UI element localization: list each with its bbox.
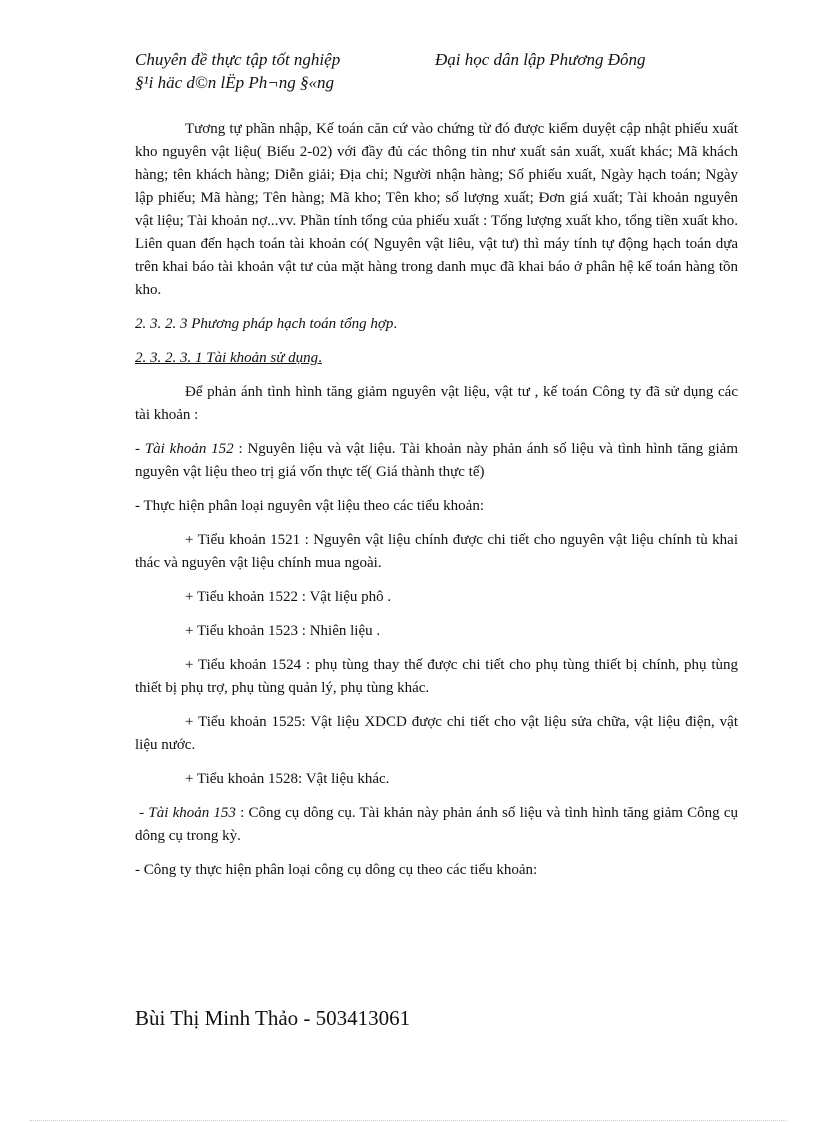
page-bottom-divider — [30, 1120, 786, 1121]
page-header — [135, 48, 695, 94]
document-body — [135, 118, 738, 893]
section-heading-text: 2. 3. 2. 3 Phương pháp hạch toán tổng hợp — [135, 316, 394, 332]
paragraph-account-153-text: : Công cụ dông cụ. Tài khản này phản ánh số liệu và tình hình tăng giảm Công cụ dông cụ trong kỳ. — [135, 805, 739, 844]
page-footer-author: Bùi Thị Minh Thảo - 503413061 — [135, 1006, 411, 1030]
account-153-label: Tài khoản 153 — [148, 805, 236, 821]
paragraph-classification: - Thực hiện phân loại nguyên vật liệu theo các tiểu khoản: — [135, 498, 484, 514]
paragraph-account-152-text: : Nguyên liệu và vật liệu. Tài khoản này phản ánh số liệu và tình hình tăng giảm nguyên vật liệu theo trị giá vốn thực tế( Giá thành thực tế) — [135, 441, 739, 480]
subsection-heading-text: 2. 3. 2. 3. 1 Tài khoản sử dụng — [135, 350, 319, 366]
list-item-1522: + Tiểu khoản 1522 : Vật liệu phô . — [185, 589, 392, 605]
paragraph-export-voucher: Tương tự phần nhập, Kế toán căn cứ vào chứng từ đó được kiểm duyệt cập nhật phiếu xuất kho nguyên vật liệu( Biểu 2-02) với đầy đủ các thông tin như xuất sản xuất, xuất khác; Mã khách hàng; tên khách hàng; Diễn giải; Địa chỉ; Người nhận hàng; Số phiếu xuất, Ngày hạch toán; Ngày lập phiếu; Mã hàng; Tên hàng; Mã kho; Tên kho; số lượng xuất; Đơn giá xuất; Tài khoản nguyên vật liệu; Tài khoản nợ...vv. Phần tính tổng của phiếu xuất : Tổng lượng xuất kho, tổng tiền xuất kho. Liên quan đến hạch toán tài khoản có( Nguyên vật liêu, vật tư) thì máy tính tự động hạch toán dựa trên khai báo tài khoản vật tư của mặt hàng trong danh mục đã khai báo ở phân hệ kế toán hàng tồn kho. — [135, 121, 738, 298]
list-item-1528: + Tiểu khoản 1528: Vật liệu khác. — [185, 771, 390, 787]
section-heading-2-3-2-3 — [135, 313, 738, 336]
section-heading-2-3-2-3-1 — [135, 347, 738, 370]
header-row — [135, 48, 695, 71]
paragraph-account-152-lead: - — [135, 441, 145, 457]
header-right-title: Đại học dân lập Phương Đông — [435, 50, 646, 69]
list-item-1524: + Tiểu khoản 1524 : phụ tùng thay thế được chi tiết cho phụ tùng thiết bị chính, phụ tùng thiết bị phụ trợ, phụ tùng quản lý, phụ tùng khác. — [135, 657, 738, 696]
list-item-1523: + Tiểu khoản 1523 : Nhiên liệu . — [185, 623, 381, 639]
paragraph-tool-classification: - Công ty thực hiện phân loại công cụ dông cụ theo các tiểu khoản: — [135, 862, 538, 878]
paragraph-account-153 — [135, 802, 738, 848]
section-heading-dot: . — [393, 316, 398, 332]
subsection-heading-dot: . — [318, 350, 322, 366]
paragraph-accounts-intro: Để phản ánh tình hình tăng giảm nguyên vật liệu, vật tư , kế toán Công ty đã sử dụng các tài khoản : — [135, 384, 738, 423]
paragraph-account-152 — [135, 438, 738, 484]
header-left-title: Chuyên đề thực tập tốt nghiệp — [135, 50, 341, 69]
account-152-label: Tài khoản 152 — [144, 441, 234, 457]
header-left-title-legacy: §¹i häc d©n lËp Ph¬ng §«ng — [135, 73, 334, 92]
paragraph-account-153-lead: - — [135, 805, 149, 821]
list-item-1521: + Tiểu khoản 1521 : Nguyên vật liệu chính được chi tiết cho nguyên vật liệu chính tù khai thác và nguyên vật liệu chính mua ngoài. — [135, 532, 738, 571]
list-item-1525: + Tiểu khoản 1525: Vật liệu XDCD được chi tiết cho vật liệu sửa chữa, vật liệu điện, vật liệu nước. — [135, 714, 738, 753]
